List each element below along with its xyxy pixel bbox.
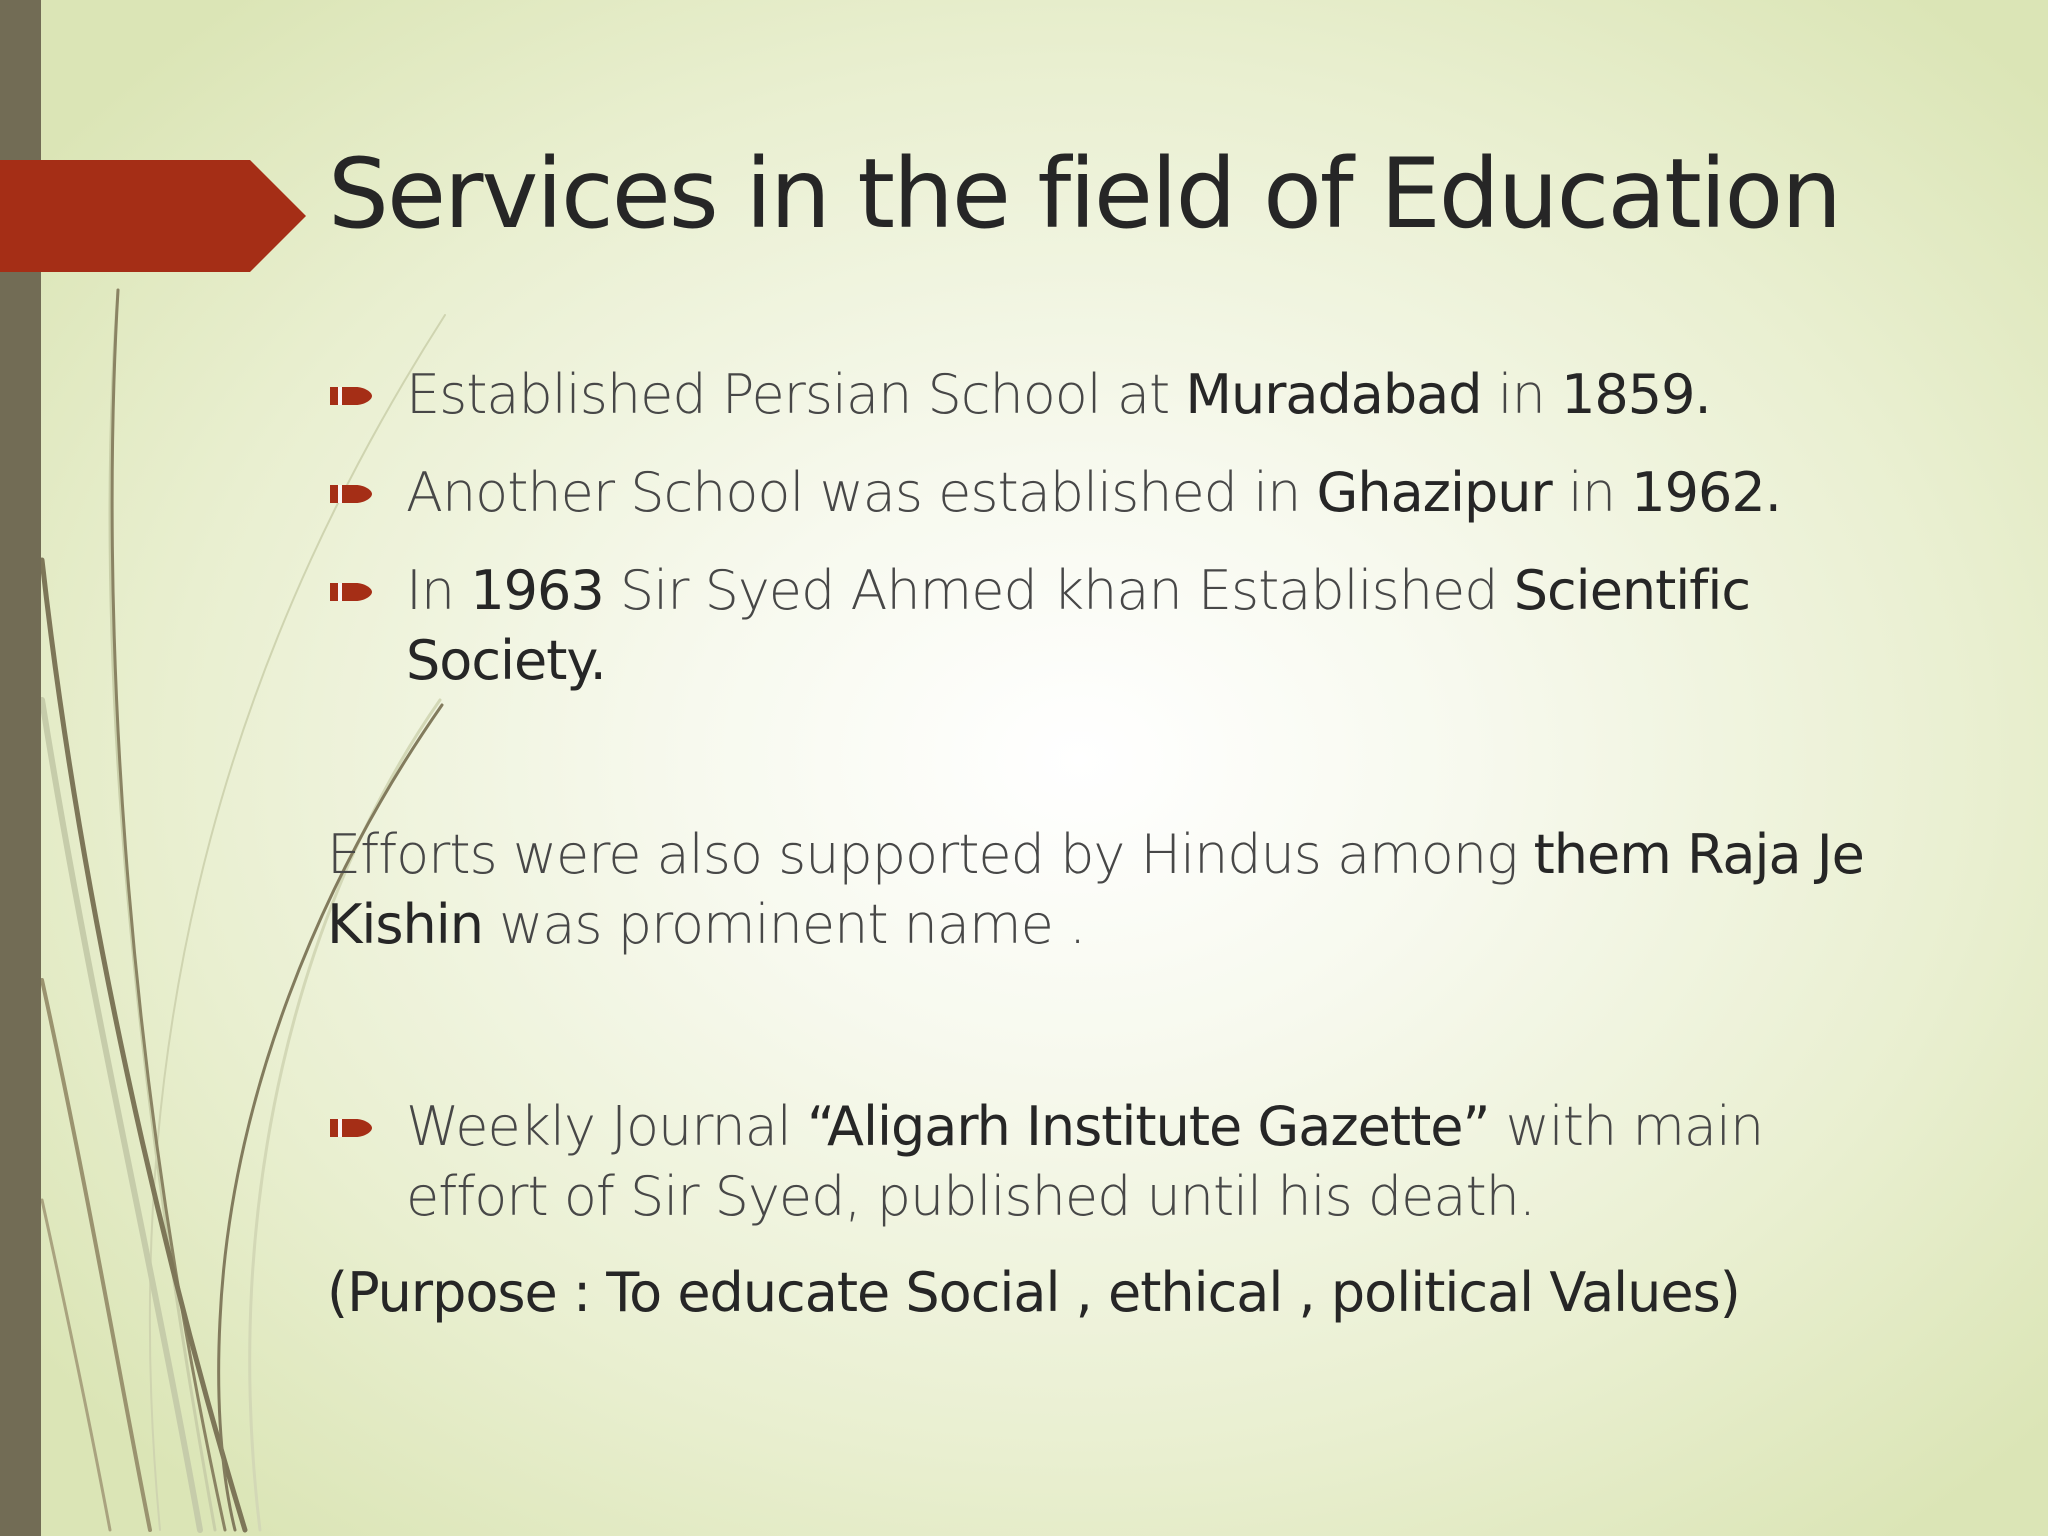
item-text: Established Persian School at [406, 363, 1186, 426]
item-highlight: 1963 [470, 559, 604, 622]
arrow-bullet-icon [330, 384, 374, 408]
paragraph-hindu-support [327, 820, 1890, 960]
paragraph-purpose [327, 1258, 1890, 1328]
item-text: Another School was established in [406, 461, 1317, 524]
item-highlight: (Purpose : To educate Social , ethical , political Values) [327, 1261, 1740, 1324]
item-text: was prominent name . [483, 893, 1086, 956]
bullet-item-weekly-journal [330, 1092, 1890, 1232]
slide-title: Services in the field of Education [328, 138, 1841, 250]
item-highlight: Ghazipur [1316, 461, 1552, 524]
item-highlight: Scientific Society. [406, 559, 1751, 692]
item-text: in [1481, 363, 1562, 426]
item-highlight: Muradabad [1185, 363, 1482, 426]
arrow-bullet-icon [330, 1116, 374, 1140]
item-highlight: 1962. [1631, 461, 1781, 524]
item-text: In [406, 559, 471, 622]
item-text: Sir Syed Ahmed khan Established [603, 559, 1514, 622]
arrow-bullet-icon [330, 482, 374, 506]
bullet-item-persian-school [330, 360, 1890, 430]
arrow-bullet-icon [330, 580, 374, 604]
item-text: in [1551, 461, 1632, 524]
bullet-item-ghazipur-school [330, 458, 1890, 528]
item-highlight: “Aligarh Institute Gazette” [807, 1095, 1490, 1158]
item-text: Weekly Journal [406, 1095, 807, 1158]
bullet-item-scientific-society [330, 556, 1890, 696]
item-highlight: them Raja Je Kishin [327, 823, 1864, 956]
item-highlight: 1859. [1561, 363, 1711, 426]
item-text: with main effort of Sir Syed, published until his death. [406, 1095, 1764, 1228]
slide-content [327, 360, 1890, 1328]
item-text: Efforts were also supported by Hindus among [327, 823, 1534, 886]
